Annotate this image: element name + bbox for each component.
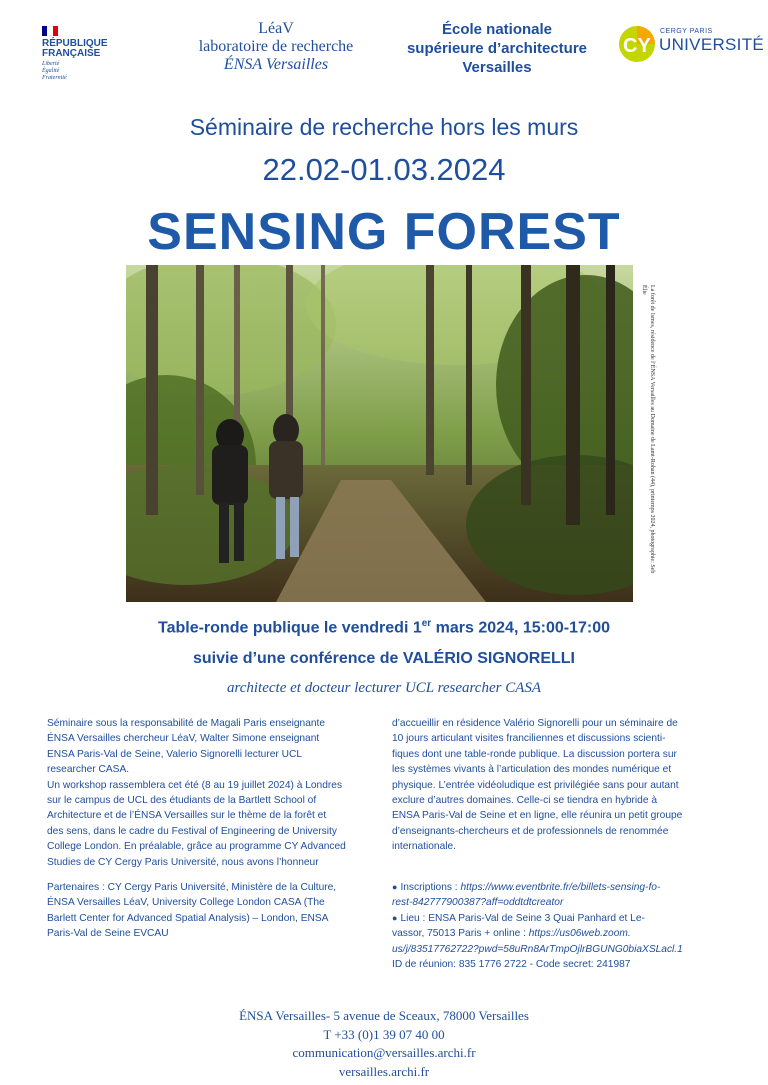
republique-line2: FRANÇAISE bbox=[42, 48, 101, 59]
ensa-line1: École nationale bbox=[441, 21, 553, 38]
text-line: Partenaires : CY Cergy Paris Université, Ministère de la Culture, bbox=[47, 882, 337, 893]
inscriptions-link[interactable]: https://www.eventbrite.fr/e/billets-sensing-fo- bbox=[460, 882, 661, 893]
inscriptions-label: Inscriptions : bbox=[400, 882, 461, 893]
zoom-link[interactable]: https://us06web.zoom. bbox=[528, 928, 631, 940]
seminar-title: Séminaire de recherche hors les murs bbox=[189, 114, 579, 140]
photo-caption-text: La forêt de Ismes, résidence de l’ÉNSA Versailles au Domaine de Lamt-Rohan (44), printemps 2024, photographie: Seb Élie bbox=[641, 285, 655, 574]
cy-big-text: UNIVERSITÉ bbox=[659, 35, 765, 54]
republique-line1: RÉPUBLIQUE bbox=[42, 38, 108, 49]
header bbox=[0, 0, 768, 100]
footer-address: ÉNSA Versailles- 5 avenue de Sceaux, 78000 Versailles bbox=[239, 1008, 529, 1023]
inscriptions-link-cont[interactable]: rest-842777900387?aff=oddtdtcreator bbox=[392, 897, 564, 909]
text-line: fiques dont une table-ronde publique. La discussion portera sur bbox=[392, 748, 677, 760]
roundtable-sup: er bbox=[421, 618, 432, 629]
left-column-text bbox=[47, 716, 377, 870]
inscriptions-line bbox=[392, 880, 727, 895]
lieu-line bbox=[392, 911, 727, 926]
photo-caption bbox=[632, 285, 656, 575]
leav-logo bbox=[176, 20, 376, 74]
ensa-logo bbox=[390, 20, 604, 77]
text-line: Un workshop rassemblera cet été (8 au 19 juillet 2024) à Londres bbox=[47, 779, 343, 791]
main-title: SENSING FOREST bbox=[147, 203, 621, 261]
text-line: ÉNSA Versailles chercheur LéaV, Walter Simone enseignant bbox=[47, 733, 320, 745]
seminar-dates: 22.02-01.03.2024 bbox=[262, 152, 506, 187]
motto-fraternite: Fraternité bbox=[42, 75, 67, 81]
footer-email[interactable]: communication@versailles.archi.fr bbox=[292, 1045, 476, 1060]
cy-mark-icon bbox=[618, 24, 656, 64]
text-line: physique. L’entrée vidéoludique est privilégiée sans pour autant bbox=[392, 779, 679, 791]
cy-small-text: CERGY PARIS bbox=[660, 28, 713, 35]
text-line: Studies de CY Cergy Paris Université, nous avons l’honneur bbox=[47, 856, 319, 868]
text-line: College London. En préalable, grâce au programme CY Advanced bbox=[47, 841, 346, 853]
roundtable-after: mars 2024, 15:00-17:00 bbox=[431, 619, 610, 637]
leav-school: ÉNSA Versailles bbox=[223, 56, 329, 73]
leav-name: LéaV bbox=[258, 20, 294, 37]
roundtable-announcement bbox=[0, 618, 768, 637]
bullet-icon: ● bbox=[392, 912, 398, 923]
text-line: Barlett Center for Advanced Spatial Analysis) – London, ENSA bbox=[47, 912, 329, 924]
text-line: d’accueillir en résidence Valério Signorelli pour un séminaire de bbox=[392, 718, 678, 729]
forest-path-photo bbox=[126, 265, 633, 602]
leav-subtitle: laboratoire de recherche bbox=[198, 38, 354, 55]
text-line: researcher CASA. bbox=[47, 764, 130, 776]
lieu-line-2 bbox=[392, 926, 727, 941]
text-line: exclure d’autres domaines. Celle-ci se tiendra en hybride à bbox=[392, 795, 658, 807]
lieu-label: Lieu : ENSA Paris-Val de Seine 3 Quai Panhard et Le- bbox=[400, 912, 645, 924]
zoom-link-cont[interactable]: us/j/83517762722?pwd=58uRn8ArTmpOjlrBGUNG0biaXSLacl.1 bbox=[392, 943, 683, 955]
speaker-title: architecte et docteur lecturer UCL researcher CASA bbox=[226, 680, 542, 696]
text-line: les systèmes vivants à l’articulation des mondes numérique et bbox=[392, 764, 672, 776]
svg-text:CY: CY bbox=[623, 35, 651, 57]
ensa-line3: Versailles bbox=[462, 59, 532, 76]
french-flag-icon bbox=[42, 26, 58, 36]
motto-egalite: Égalité bbox=[42, 68, 60, 74]
partners-text bbox=[47, 880, 377, 942]
motto-liberte: Liberté bbox=[42, 61, 60, 67]
roundtable-before: Table-ronde publique le vendredi 1 bbox=[158, 619, 422, 637]
lieu-address: vassor, 75013 Paris + online : bbox=[392, 928, 529, 940]
text-line: ÉNSA Versailles LéaV, University College London CASA (The bbox=[47, 897, 325, 909]
text-line: Paris-Val de Seine EVCAU bbox=[47, 928, 169, 940]
text-line: Architecture et de l’ÉNSA Versailles sur le thème de la forêt et bbox=[47, 810, 327, 822]
footer-website[interactable]: versailles.archi.fr bbox=[338, 1063, 430, 1079]
registration-info bbox=[392, 880, 727, 972]
right-column-text bbox=[392, 716, 727, 855]
republique-francaise-logo bbox=[42, 26, 122, 82]
footer bbox=[0, 1007, 768, 1081]
text-line: ENSA Paris-Val de Seine, Valerio Signorelli lecturer UCL bbox=[47, 748, 302, 760]
text-line: 10 jours articulant visites franciliennes et discussions scienti- bbox=[392, 733, 666, 745]
text-line: ENSA Paris-Val de Seine et en ligne, elle réunira un petit groupe bbox=[392, 810, 683, 822]
text-line: d’enseignants-chercheurs et de professionnels de renommée bbox=[392, 825, 669, 837]
text-line: internationale. bbox=[392, 841, 457, 853]
text-line: Séminaire sous la responsabilité de Magali Paris enseignante bbox=[47, 718, 326, 729]
conference-announcement: suivie d’une conférence de VALÉRIO SIGNORELLI bbox=[193, 650, 575, 667]
text-line: des sens, dans le cadre du Festival of Engineering de University bbox=[47, 825, 337, 837]
meeting-id: ID de réunion: 835 1776 2722 - Code secret: 241987 bbox=[392, 959, 631, 971]
ensa-line2: supérieure d’architecture bbox=[406, 40, 588, 57]
cy-university-logo bbox=[616, 22, 765, 68]
footer-phone: T +33 (0)1 39 07 40 00 bbox=[323, 1026, 445, 1042]
bullet-icon: ● bbox=[392, 882, 398, 892]
text-line: sur le campus de UCL des étudiants de la Bartlett School of bbox=[47, 795, 317, 807]
forest-photo-icon bbox=[126, 265, 633, 602]
